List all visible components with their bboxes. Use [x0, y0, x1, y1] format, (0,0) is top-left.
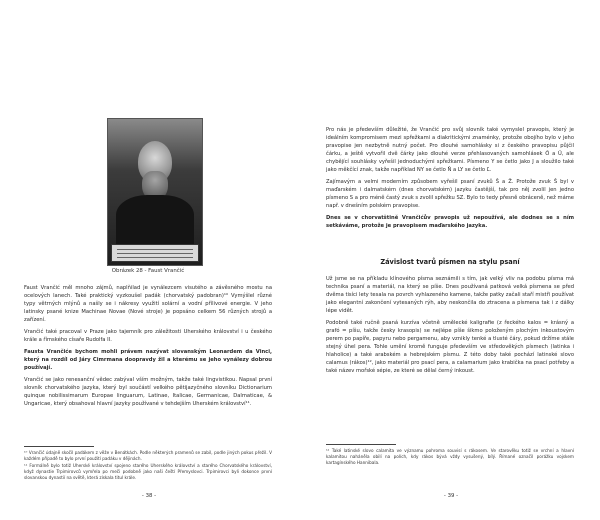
footnote: ¹² Také latinské slovo calamita ve významu pohroma souvisí s rákosem. Ve starověku totiž se vrchní a hlavní kalamitou naháněla obilí na polích, kdy rákos bývá vždy vysušený, bílý. Římané označil porážku vojskem kartagínského Hannibala. — [326, 448, 574, 465]
left-footnotes — [24, 450, 272, 482]
footnote-divider — [24, 446, 94, 447]
portrait-image — [107, 118, 203, 266]
paragraph: Podobně také ručně psaná kurzíva včetně umělecké kaligrafie (z řeckého kalos = krásný a grafó = píšu, takže česky krasopis) se nejlépe píše šikmo položeným plochým inkoustovým perem po papíře, papyru nebo pergamenu, aby vznikly tenké a tlusté čáry, pokud držíme stále stejný úhel pera. Tohle umění kromě funguje především ve středověkých písmech (latinka i hlaholice) a také arabském a hebrejském písmu. Z této doby také pochází latinské slovo calamus (rákos)¹², jako materiál pro psací pera, a calamarium jako krabička na psací potřeby a také název mořské sépie, ze které se dělal černý inkoust. — [326, 320, 574, 374]
paragraph: Vrančić také pracoval v Praze jako tajemník pro záležitosti Uherského království i u českého krále a římského císaře Rudolfa II. — [24, 329, 272, 343]
page-number: - 38 - — [141, 493, 157, 499]
right-top-text — [326, 126, 574, 234]
paragraph: Faust Vrančić měl mnoho zájmů, naplňilad je vynálezcem visutého a závěsného mostu na ocelových lanech. Také praktický vyzkoušel padák (chorvatský padobran)¹⁰ Vymýšlel různé typy větrných mlýnů a našly se i nákresy využití solární a vodní přílivové energie. V jeho latinsky psané knize Machinae Novae (Nové stroje) je popsáno celkem 56 různých strojů a zařízení. — [24, 285, 272, 323]
portrait-body — [116, 195, 194, 245]
section-heading: Závislost tvarů písmen na stylu psaní — [380, 258, 520, 266]
portrait-inscription-banner — [111, 244, 199, 262]
footnote: ¹⁰ Vrančić údajně skočil padákem z věže v Benátkách. Podle některých pramenů se zabil, podle jiných pokus přežil. V každém případě to bylo první použití padáku v dějinách. — [24, 450, 272, 461]
right-footnotes — [326, 448, 574, 467]
paragraph: Vrančić se jako renesanční vědec zabýval vším možným, takže také lingvistikou. Napsal první slovník chorvatského jazyka, který byl součástí velkého pětijazyčného slovníku Dictionarium quinque nobilissimarum Europae linguarum, Latinae, Italicae, Germanicae, Dalmaticae, & Ungaricae, který obsahoval hlavní jazyky používané v tehdejším Uherském království¹¹. — [24, 377, 272, 407]
left-body-text — [24, 284, 272, 412]
footnote: ¹¹ Formálně bylo totiž Uherské království spojeno starého Uherského království a starého Chorvatského království, když dynastie Trpimirovců vymřela po meči podobně jako naši čeští Přemyslovci. Trpimirovci byli dokonce první slovanskou dynastií na světě, která získala titul krále. — [24, 463, 272, 480]
paragraph-bold: Fausta Vrančiće bychom mohli právem nazývat slovanským Leonardem da Vinci, který na rozdíl od Járy Cimrmana doopravdy žil a kterému se jeho vynálezy dobrou používají. — [24, 349, 272, 371]
right-body-text — [326, 275, 574, 379]
paragraph: Už jsme se na příkladu klínového písma seznámili s tím, jak velký vliv na podobu písma má technika psaní a materiál, na který se píše. Dnes používaná patková velká písmena se před dvěma tisíci lety tesala na povrch vyhlazeného kamene, takže patky začali staří mistři používat jako elegantní zakončení vytesaných rýh, aby neskončila do ztracena a písmena tak i z dálky lépe vidět. — [326, 276, 574, 314]
paragraph: Pro nás je především důležité, že Vrančić pro svůj slovník také vymyslel pravopis, který je ideálním kompromisem mezi spřežkami a diakritickými znaménky, protože obojího bylo v jeho pravopise jen nezbytně nutný počet. Pro dlouhé samohlásky si z českého pravopisu půjčil čárku, a ještě vytvořil dvě čárky jako dlouhé verze přehlasovaných samohlásek Ő a Ű, ale chybějící souhlásky vyřešil jednoduchými spřežkami. Písmeno Y se četlo jako J a sloužilo také jako měkčící znak, takže například NY se četlo Ň a LY se četlo Ľ. — [326, 127, 574, 173]
footnote-divider — [326, 444, 396, 445]
paragraph-bold: Dnes se v chorvatštině Vrančićův pravopis už nepoužívá, ale dodnes se s ním setkáváme, protože je pravopisem maďarského jazyka. — [326, 215, 574, 229]
figure-caption: Obrázek 28 - Faust Vrančić — [111, 268, 185, 274]
page-number: - 39 - — [443, 493, 459, 499]
paragraph: Zajímavým a velmi moderním způsobem vyřešil psaní zvuků Š a Ž. Protože zvuk Š byl v maďarském i dalmatském (dnes chorvatském) jazyku častější, tak pro něj zvolil jen jedno písmeno S a pro méně častý zvuk s zvolil spřežku SZ. Bylo to tedy přesně obráceně, než máme např. v dnešním polském pravopise. — [326, 179, 574, 209]
